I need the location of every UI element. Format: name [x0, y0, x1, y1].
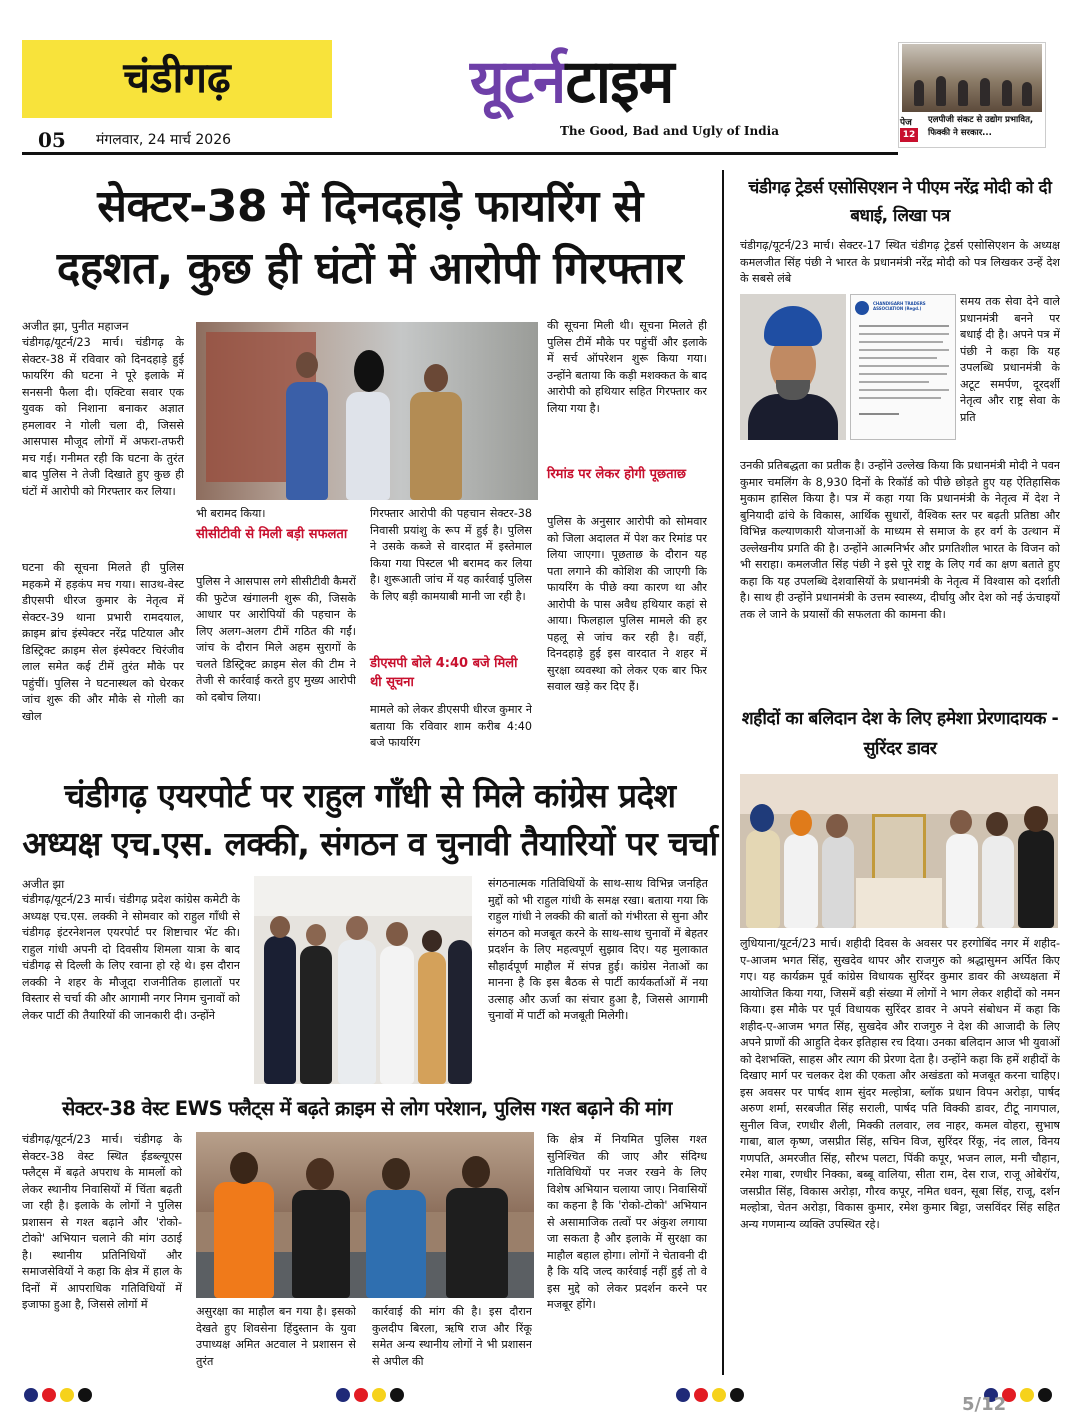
right1-photo-letter — [850, 294, 956, 440]
story2-col2: संगठनात्मक गतिविधियों के साथ-साथ विभिन्न जनहित मुद्दों को भी राहुल गांधी के समक्ष रखा। बताया गया कि राहुल गांधी ने लक्की की बातों को गंभीरता से सुना और संगठन को मजबूत करने के साथ-साथ चुनावों में बेहतर प्रदर्शन के लिए महत्वपूर्ण सुझाव दिए। यह मुलाकात सौहार्दपूर्ण माहौल में संपन्न हुई। कांग्रेस नेताओं का मानना है कि इस बैठक से पार्टी कार्यकर्ताओं में नया उत्साह और ऊर्जा का संचार हुआ है, जिससे आगामी चुनावों में पार्टी को मजबूती मिलेगी। — [488, 877, 708, 1022]
story3-col1: चंडीगढ़/यूटर्न/23 मार्च। चंडीगढ़ के सेक्टर-38 वेस्ट स्थित ईडब्ल्यूएस फ्लैट्स में बढ़ते अपराध के मामलों को लेकर स्थानीय निवासियों में चिंता बढ़ती जा रही है। इलाके के लोगों ने पुलिस प्रशासन से गश्त बढ़ाने और 'रोको-टोको' अभियान चलाने की मांग उठाई है। स्थानीय प्रतिनिधियों और समाजसेवियों ने कहा कि क्षेत्र में हाल के दिनों में आपराधिक गतिविधियों में इजाफा हुआ है, जिससे लोगों में — [22, 1133, 182, 1311]
story1-headline-line1: सेक्टर-38 में दिनदहाड़े फायरिंग से — [97, 181, 643, 232]
newspaper-title-part1: यूटर्न — [470, 47, 566, 117]
story1-col4b: पुलिस के अनुसार आरोपी को सोमवार को जिला अदालत में पेश कर रिमांड पर लिया जाएगा। पूछताछ के दौरान यह पता लगाने की कोशिश की जाएगी कि फायरिंग के पीछे क्या कारण था और आरोपी के पास अवैध हथियार कहां से आया। फिलहाल पुलिस मामले की हर पहलू से जांच कर रही है। वहीं, दिनदहाड़े हुई इस वारदात ने शहर में सुरक्षा व्यवस्था को लेकर एक बार फिर सवाल खड़े कर दिए हैं। — [547, 515, 707, 693]
registration-dot — [390, 1388, 404, 1402]
story2-headline-line1: चंडीगढ़ एयरपोर्ट पर राहुल गाँधी से मिले कांग्रेस प्रदेश — [64, 776, 676, 815]
story1-col3b: मामले को लेकर डीएसपी धीरज कुमार ने बताया कि रविवार शाम करीब 4:40 बजे फायरिंग — [370, 703, 532, 749]
registration-dot — [694, 1388, 708, 1402]
story1-col3a: गिरफ्तार आरोपी की पहचान सेक्टर-38 निवासी प्रयांशु के रूप में हुई है। पुलिस ने उसके कब्जे से वारदात में इस्तेमाल किया गया पिस्टल भी बरामद कर लिया है। शुरूआती जांच में यह कार्रवाई पुलिस के लिए बड़ी कामयाबी मानी जा रही है। — [370, 507, 532, 603]
right1-photo-portrait — [740, 294, 846, 440]
letter-head: CHANDIGARH TRADERS ASSOCIATION (Regd.) — [873, 301, 926, 311]
story1-col2b: पुलिस ने आसपास लगे सीसीटीवी कैमरों की फुटेज खंगालनी शुरू की, जिसके आधार पर आरोपियों की पहचान के लिए अलग-अलग टीमें गठित की गईं। जांच के दौरान मिले अहम सुरागों के चलते डिस्ट्रिक्ट क्राइम सेल की टीम ने तेजी से कार्रवाई करते हुए मुख्य आरोपी को दबोच लिया। — [196, 575, 356, 704]
story1-headline-line2: दहशत, कुछ ही घंटों में आरोपी गिरफ्तार — [56, 243, 684, 294]
story1-col4a: की सूचना मिली थी। सूचना मिलते ही पुलिस टीमें मौके पर पहुंचीं और इलाके में सर्च ऑपरेशन शुरू किया गया। उन्होंने बताया कि कड़ी मशक्कत के बाद आरोपी को हथियार सहित गिरफ्तार कर लिया गया है। — [547, 319, 707, 415]
newspaper-title — [470, 46, 840, 118]
right1-body: उनकी प्रतिबद्धता का प्रतीक है। उन्होंने उल्लेख किया कि प्रधानमंत्री मोदी ने पवन कुमार चमलिंग के 8,930 दिनों के रिकॉर्ड को पीछे छोड़ते हुए यह ऐतिहासिक मुकाम हासिल किया है। पत्र में कहा गया कि प्रधानमंत्री के नेतृत्व में देश ने बुनियादी ढांचे के विकास, आर्थिक सुधारों, वैश्विक स्तर पर बढ़ती प्रतिष्ठा और विभिन्न कल्याणकारी योजनाओं के माध्यम से समाज के हर वर्ग के उत्थान में उल्लेखनीय प्रगति की है। उन्होंने आत्मनिर्भर और प्रगतिशील भारत के विजन को भी सराहा। कमलजीत सिंह पंछी ने इसे पूरे राष्ट्र के लिए गर्व का क्षण बताते हुए कहा कि यह उपलब्धि देशवासियों के प्रधानमंत्री के नेतृत्व में विश्वास को दर्शाती है। साथ ही उन्होंने प्रधानमंत्री के उत्तम स्वास्थ्य, दीर्घायु और देश को नई ऊंचाइयों तक ले जाने के प्रयासों की सफलता की कामना की। — [740, 459, 1060, 621]
registration-dot — [1038, 1388, 1052, 1402]
promo-page-label: पेज — [900, 118, 912, 128]
registration-dot — [60, 1388, 74, 1402]
registration-dot — [730, 1388, 744, 1402]
story1-byline: अजीत झा, पुनीत महाजन — [22, 319, 129, 333]
story1-subhead-dsp: डीएसपी बोले 4:40 बजे मिली थी सूचना — [370, 656, 518, 690]
registration-dot — [24, 1388, 38, 1402]
registration-dot — [1020, 1388, 1034, 1402]
story2-photo-airport-meeting — [254, 876, 472, 1084]
column-divider — [722, 170, 724, 1375]
story3-col2: असुरक्षा का माहौल बन गया है। इसको देखते हुए शिवसेना हिंदुस्तान के युवा उपाध्यक्ष अमित अटवाल ने प्रशासन से तुरंत — [196, 1305, 356, 1368]
registration-dot — [336, 1388, 350, 1402]
story1-col2a: भी बरामद किया। — [196, 507, 266, 520]
story1-subhead-cctv: सीसीटीवी से मिली बड़ी सफलता — [196, 527, 348, 542]
story3-headline: सेक्टर-38 वेस्ट EWS फ्लैट्स में बढ़ते क्राइम से लोग परेशान, पुलिस गश्त बढ़ाने की मांग — [62, 1097, 672, 1120]
story3-photo-residents — [196, 1132, 534, 1298]
right1-intro: चंडीगढ़/यूटर्न/23 मार्च। सेक्टर-17 स्थित चंडीगढ़ ट्रेडर्स एसोसिएशन के अध्यक्ष कमलजीत सिंह पंछी ने भारत के प्रधानमंत्री नरेंद्र मोदी को पत्र लिखकर उन्हें देश के सबसे लंबे — [740, 239, 1060, 285]
right1-headline: चंडीगढ़ ट्रेडर्स एसोसिएशन ने पीएम नरेंद्र मोदी को दी बधाई, लिखा पत्र — [748, 178, 1052, 226]
story1-subhead-remand: रिमांड पर लेकर होगी पूछताछ — [547, 467, 687, 482]
promo-photo — [902, 44, 1042, 112]
story3-col4: कि क्षेत्र में नियमित पुलिस गश्त सुनिश्चित की जाए और संदिग्ध गतिविधियों पर नजर रखने के लिए विशेष अभियान चलाया जाए। निवासियों का कहना है कि 'रोको-टोको' अभियान से असामाजिक तत्वों पर अंकुश लगाया जा सकता है और इलाके में सुरक्षा का माहौल बहाल होगा। लोगों ने चेतावनी दी है कि यदि जल्द कार्रवाई नहीं हुई तो वे इस मुद्दे को लेकर प्रदर्शन करने पर मजबूर होंगे। — [547, 1133, 707, 1311]
letter-logo — [855, 301, 869, 315]
story2-col1: चंडीगढ़/यूटर्न/23 मार्च। चंडीगढ़ प्रदेश कांग्रेस कमेटी के अध्यक्ष एच.एस. लक्की ने सोमवार को राहुल गाँधी से चंडीगढ़ इंटरनेशनल एयरपोर्ट पर शिष्टाचार भेंट की। राहुल गांधी अपनी दो दिवसीय शिमला यात्रा के बाद चंडीगढ़ से दिल्ली के लिए रवाना हो रहे थे। इस दौरान लक्की ने शहर के मौजूदा राजनीतिक हालातों पर विस्तार से चर्चा की और आगामी नगर निगम चुनावों को लेकर पार्टी की तैयारियों की जानकारी दी। उन्होंने — [22, 893, 240, 1022]
story1-photo-police-arrest — [196, 322, 538, 500]
registration-dot — [354, 1388, 368, 1402]
story2-headline-line2: अध्यक्ष एच.एस. लक्की, संगठन व चुनावी तैयारियों पर चर्चा — [22, 824, 718, 863]
registration-dot — [372, 1388, 386, 1402]
newspaper-title-part2: टाइम — [565, 47, 674, 117]
registration-dot — [42, 1388, 56, 1402]
registration-dot — [78, 1388, 92, 1402]
right2-photo-tribute — [740, 774, 1058, 928]
issue-date: मंगलवार, 24 मार्च 2026 — [96, 132, 232, 148]
promo-headline: एलपीजी संकट से उद्योग प्रभावित, फिक्की ने सरकार... — [928, 115, 1034, 138]
page-number: 05 — [38, 128, 66, 152]
story1-col1b: घटना की सूचना मिलते ही पुलिस महकमे में हड़कंप मच गया। साउथ-वेस्ट डीएसपी धीरज कुमार के नेतृत्व में सेक्टर-39 थाना प्रभारी रामदयाल, क्राइम ब्रांच इंस्पेक्टर नरेंद्र पटियाल और डिस्ट्रिक्ट क्राइम सेल इंस्पेक्टर चिरंजीव लाल समेत कई टीमें तुरंत मौके पर पहुंचीं। पुलिस ने घटनास्थल को घेरकर जांच शुरू की और मौके से गोली का खोल — [22, 561, 184, 723]
registration-dot — [676, 1388, 690, 1402]
city-name: चंडीगढ़ — [123, 53, 231, 102]
story1-col1: चंडीगढ़/यूटर्न/23 मार्च। चंडीगढ़ के सेक्टर-38 में रविवार को दिनदहाड़े हुई फायरिंग की घटना ने पूरे इलाके में सनसनी फैला दी। एक्टिवा सवार एक युवक को निशाना बनाकर अज्ञात हमलावर ने गोली चला दी, जिससे आसपास मौजूद लोगों में अफरा-तफरी मच गई। गनीमत रही कि घटना के तुरंत बाद पुलिस ने तेजी दिखाते हुए कुछ ही घंटों में आरोपी को गिरफ्तार कर लिया। — [22, 336, 184, 498]
portrait-frame — [872, 814, 926, 884]
promo-page-number: 12 — [900, 128, 918, 142]
story2-byline: अजीत झा — [22, 877, 65, 891]
tagline: The Good, Bad and Ugly of India — [560, 124, 779, 138]
masthead-rule — [22, 152, 898, 155]
registration-dot — [712, 1388, 726, 1402]
right2-headline: शहीदों का बलिदान देश के लिए हमेशा प्रेरणादायक - सुरिंदर डावर — [741, 709, 1059, 759]
right2-body: लुधियाना/यूटर्न/23 मार्च। शहीदी दिवस के अवसर पर हरगोबिंद नगर में शहीद-ए-आजम भगत सिंह, सुखदेव थापर और राजगुरु को श्रद्धासुमन अर्पित किए गए। यह कार्यक्रम पूर्व कांग्रेस विधायक सुरिंदर कुमार डावर की अध्यक्षता में आयोजित किया गया, जिसमें बड़ी संख्या में लोगों ने भाग लेकर शहीदों को नमन किया। इस मौके पर पूर्व विधायक सुरिंदर डावर ने अपने संबोधन में कहा कि शहीद-ए-आजम भगत सिंह, सुखदेव और राजगुरु ने देश की आजादी के लिए अपने प्राणों की आहुति देकर इतिहास रच दिया। उनका बलिदान आज भी युवाओं को देशभक्ति, साहस और त्याग की प्रेरणा देता है। उन्होंने कहा कि हमें शहीदों के दिखाए मार्ग पर चलकर देश की एकता और अखंडता को मजबूत करना चाहिए। इस अवसर पर पार्षद शाम सुंदर मल्होत्रा, ब्लॉक प्रधान विपन अरोड़ा, पार्षद अरुण शर्मा, सरबजीत सिंह सराली, पार्षद पति विक्की डावर, टीटू नागपाल, सुनील विज, रणधीर शैली, मिक्की तलवार, लव नाहर, कमल वोहरा, सुभाष गाबा, बाल कृष्ण, जसप्रीत सिंह, सचिन विज, सुरिंदर रिंकू, नंद लाल, विनय गणपति, अमरजीत सिंह, सौरभ पलटा, पिंकी कपूर, भजन लाल, मनी चौहान, रमेश गाबा, रणधीर निक्का, बब्बू वालिया, सीता राम, देस राज, राजू ओबेरॉय, जसप्रीत सिंह, विकास अरोड़ा, गौरव कपूर, नमित धवन, सूबा सिंह, राजू, दर्शन मल्होत्रा, चेतन अरोड़ा, विकास कुमार, रमेश कुमार बिट्टा, जसविंदर सिंह सहित अन्य गणमान्य व्यक्ति उपस्थित रहे। — [740, 937, 1060, 1231]
story3-col3: कार्रवाई की मांग की है। इस दौरान कुलदीप बिरला, ऋषि राज और रिंकू समेत अन्य स्थानीय लोगों ने भी प्रशासन से अपील की — [372, 1305, 532, 1368]
right1-side: समय तक सेवा देने वाले प्रधानमंत्री बनने पर बधाई दी है। अपने पत्र में पंछी ने कहा कि यह उपलब्धि प्रधानमंत्री के अटूट समर्पण, दूरदर्शी नेतृत्व और राष्ट्र सेवा के प्रति — [960, 295, 1060, 424]
page-indicator[interactable]: 5/12 — [962, 1394, 1007, 1414]
